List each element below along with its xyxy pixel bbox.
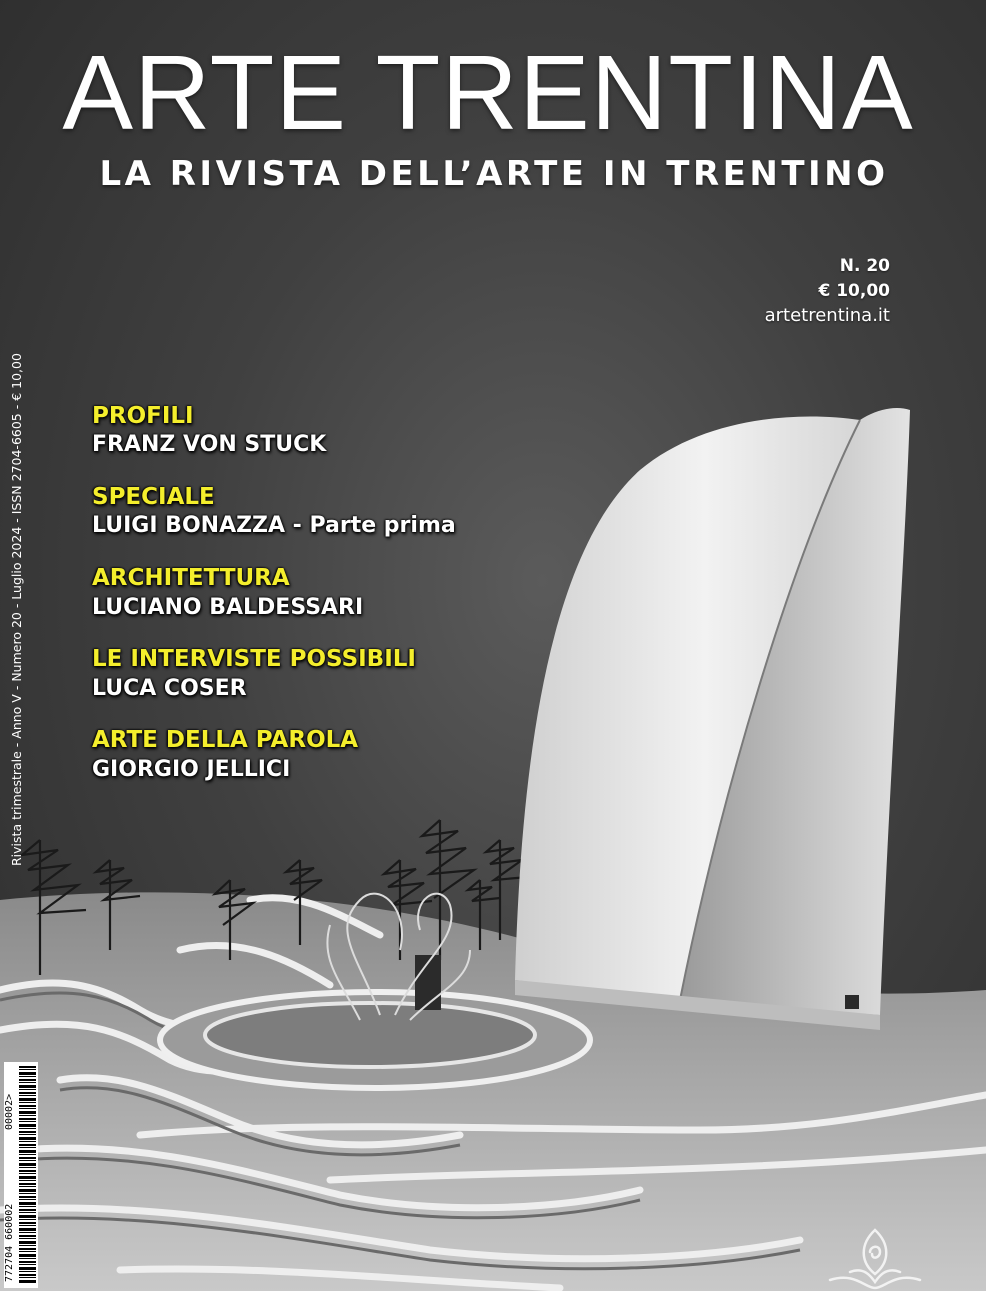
barcode	[4, 1062, 38, 1288]
spine-text: Rivista trimestrale - Anno V - Numero 20 - Luglio 2024 - ISSN 2704-6605 - € 10,00	[9, 353, 24, 866]
website-link[interactable]: artetrentina.it	[764, 305, 890, 327]
section-title: LUIGI BONAZZA - Parte prima	[92, 513, 456, 539]
section-title: LUCA COSER	[92, 675, 247, 701]
magazine-title: ARTE TRENTINA	[62, 34, 914, 152]
section-title: GIORGIO JELLICI	[92, 756, 291, 782]
contents-list	[92, 402, 456, 807]
issue-price: € 10,00	[818, 280, 890, 301]
section-category: LE INTERVISTE POSSIBILI	[92, 646, 416, 673]
magazine-subtitle: LA RIVISTA DELL’ARTE IN TRENTINO	[99, 154, 889, 194]
barcode-addon-digits: 00002>	[4, 1093, 15, 1130]
contents-item	[92, 564, 456, 622]
section-category: SPECIALE	[92, 484, 215, 511]
barcode-bars	[19, 1066, 36, 1284]
section-category: PROFILI	[92, 403, 194, 429]
publisher-logo-icon	[810, 1222, 940, 1291]
issue-number: N. 20	[839, 256, 890, 276]
section-category: ARCHITETTURA	[92, 565, 290, 592]
contents-item	[92, 483, 456, 541]
section-title: FRANZ VON STUCK	[92, 432, 327, 458]
barcode-main-digits: 772704 660002	[4, 1203, 15, 1282]
spine-info	[7, 346, 27, 866]
contents-item	[92, 645, 456, 703]
contents-item	[92, 402, 456, 460]
section-category: ARTE DELLA PAROLA	[92, 727, 359, 754]
contents-item	[92, 726, 456, 784]
issue-info	[765, 254, 890, 329]
section-title: LUCIANO BALDESSARI	[92, 594, 364, 620]
